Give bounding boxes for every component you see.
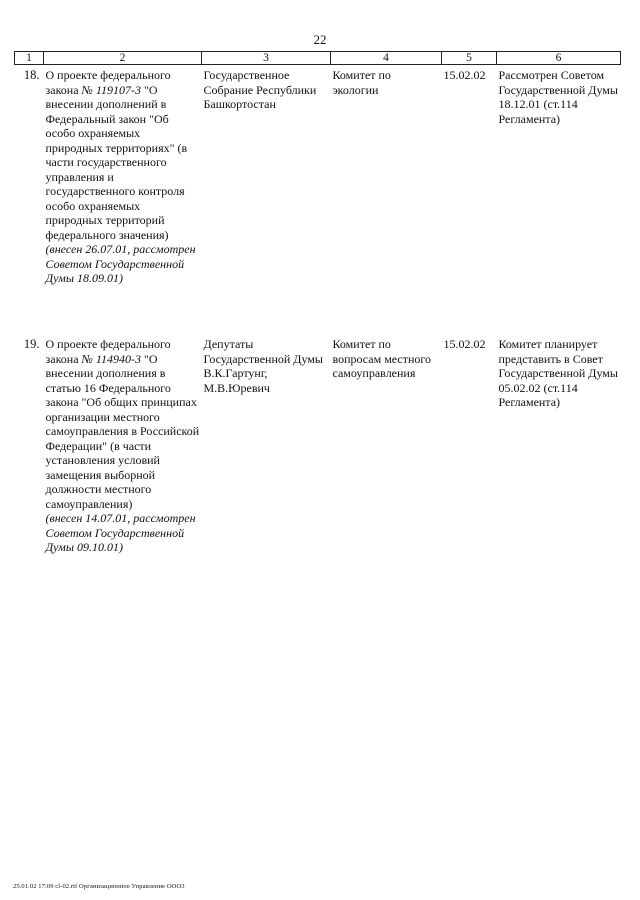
bill-note: (внесен 26.07.01, рассмотрен Советом Государственной Думы 18.09.01) — [45, 242, 196, 285]
print-footer: 25.01.02 17:09 cl-02.rtf Организационное Управление ООО3 — [13, 883, 185, 890]
bill-title-text: "О внесении дополнения в статью 16 Федерального закона "Об общих принципах организации местного самоуправления в Российской Федерации" (в части установления условий замещения выборной должности местного самоуправления) — [45, 351, 200, 511]
date-cell: 15.02.02 — [443, 337, 486, 351]
bill-title-prefix: О проекте федерального закона — [45, 68, 171, 97]
bill-title-cell — [44, 65, 202, 335]
bill-title-prefix: О проекте федерального закона — [45, 337, 171, 366]
bill-number: № 119107-3 — [81, 82, 141, 97]
submitter-cell: Государственное Собрание Республики Башкортостан — [203, 68, 317, 111]
committee-cell: Комитет по экологии — [332, 68, 391, 97]
page-number: 22 — [313, 32, 327, 47]
submitter-cell: Депутаты Государственной Думы В.К.Гартунг, М.В.Юревич — [203, 337, 323, 395]
row-number: 19. — [23, 337, 40, 351]
bill-title-text: "О внесении дополнений в Федеральный закон "Об особо охраняемых природных территориях" (в части государственного управления и государственного контроля особо охраняемых природных территорий федерального значения) — [45, 82, 188, 242]
column-header-4: 4 — [331, 52, 442, 65]
table-row — [15, 334, 621, 555]
date-cell: 15.02.02 — [443, 68, 486, 82]
committee-cell: Комитет по вопросам местного самоуправления — [332, 337, 432, 380]
column-header-6: 6 — [497, 52, 621, 65]
column-header-3: 3 — [202, 52, 331, 65]
table-header-row — [15, 52, 621, 65]
status-cell: Комитет планирует представить в Совет Государственной Думы 05.02.02 (ст.114 Регламента) — [498, 337, 618, 409]
status-cell: Рассмотрен Советом Государственной Думы 18.12.01 (ст.114 Регламента) — [498, 68, 618, 126]
column-header-2: 2 — [44, 52, 202, 65]
row-number: 18. — [23, 68, 40, 82]
bills-table — [14, 51, 621, 555]
bill-title-cell — [44, 334, 202, 555]
bill-note: (внесен 14.07.01, рассмотрен Советом Государственной Думы 09.10.01) — [45, 511, 196, 554]
column-header-1: 1 — [15, 52, 44, 65]
table-row — [15, 65, 621, 335]
column-header-5: 5 — [442, 52, 497, 65]
bill-number: № 114940-3 — [81, 351, 141, 366]
